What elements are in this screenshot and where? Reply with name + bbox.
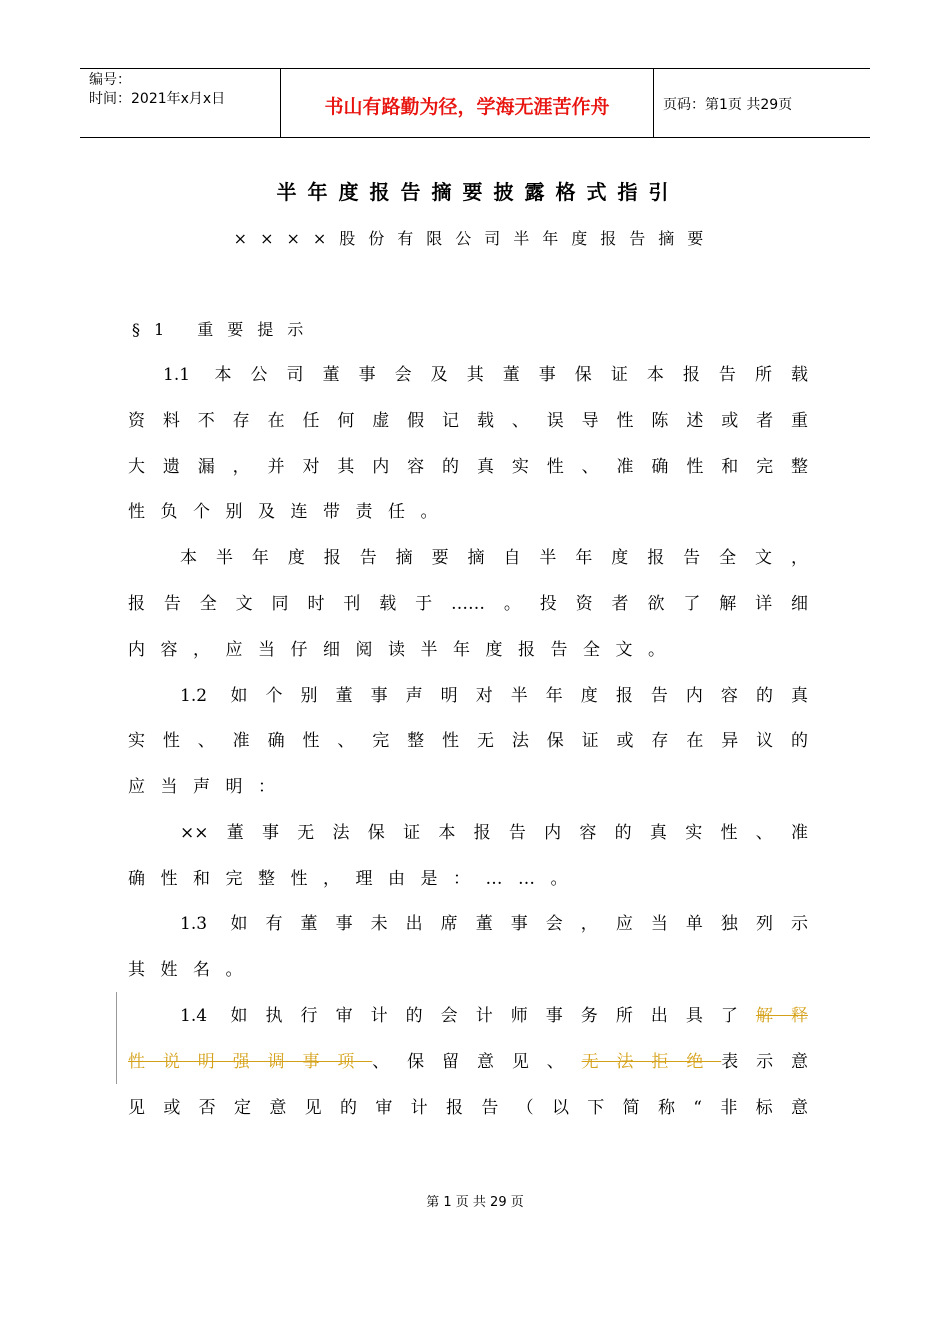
change-bar bbox=[116, 992, 117, 1084]
body-line: 其姓名。 bbox=[128, 960, 258, 980]
line-text: 1.4 如执行审计的会计师事务所出具了 bbox=[180, 1006, 756, 1026]
body-line: 1.2 如个别董事声明对半年度报告内容的真 bbox=[180, 686, 808, 706]
serial-label: 编号： bbox=[89, 72, 131, 88]
time-label: 时间：2021年x月x日 bbox=[89, 91, 226, 107]
body-line: 1.3 如有董事未出席董事会，应当单独列示 bbox=[180, 914, 808, 934]
tracked-insertion: 无法拒绝 bbox=[581, 1052, 722, 1072]
body-line: 大遗漏，并对其内容的真实性、准确性和完整 bbox=[128, 457, 808, 477]
document-subtitle: ××××股份有限公司半年度报告摘要 bbox=[233, 229, 717, 248]
body-line: ××董事无法保证本报告内容的真实性、准 bbox=[180, 823, 808, 843]
line-text: 表示意 bbox=[721, 1052, 809, 1072]
body-line: 报告全文同时刊载于……。投资者欲了解详细 bbox=[128, 594, 808, 614]
body-line: 本半年度报告摘要摘自半年度报告全文， bbox=[180, 548, 808, 568]
body-line: 1.1 本公司董事会及其董事保证本报告所载 bbox=[163, 365, 808, 385]
tracked-insertion: 性说明强调事项 bbox=[128, 1052, 373, 1072]
page-footer: 第 1 页 共 29 页 bbox=[426, 1195, 524, 1210]
page-header bbox=[80, 68, 870, 138]
body-line-tracked bbox=[128, 1050, 808, 1074]
body-line: 见或否定意见的审计报告（以下简称“非标意 bbox=[128, 1098, 808, 1118]
document-title: 半年度报告摘要披露格式指引 bbox=[276, 180, 680, 204]
tracked-insertion: 解释 bbox=[755, 1006, 809, 1026]
section-heading: §1 重要提示 bbox=[132, 320, 318, 339]
body-line: 应当声明： bbox=[128, 777, 291, 797]
body-line: 内容，应当仔细阅读半年度报告全文。 bbox=[128, 640, 681, 660]
header-page-label: 页码：第1页 共29页 bbox=[663, 97, 793, 113]
header-motto: 书山有路勤为径，学海无涯苦作舟 bbox=[281, 69, 654, 137]
body-line: 资料不存在任何虚假记载、误导性陈述或者重 bbox=[128, 411, 808, 431]
body-line: 实性、准确性、完整性无法保证或存在异议的 bbox=[128, 731, 808, 751]
body-line-1-4 bbox=[180, 1004, 808, 1028]
body-line: 确性和完整性，理由是：……。 bbox=[128, 869, 583, 889]
body-line: 性负个别及连带责任。 bbox=[128, 502, 453, 522]
header-meta bbox=[80, 69, 281, 137]
line-text: 、保留意见、 bbox=[372, 1052, 582, 1072]
